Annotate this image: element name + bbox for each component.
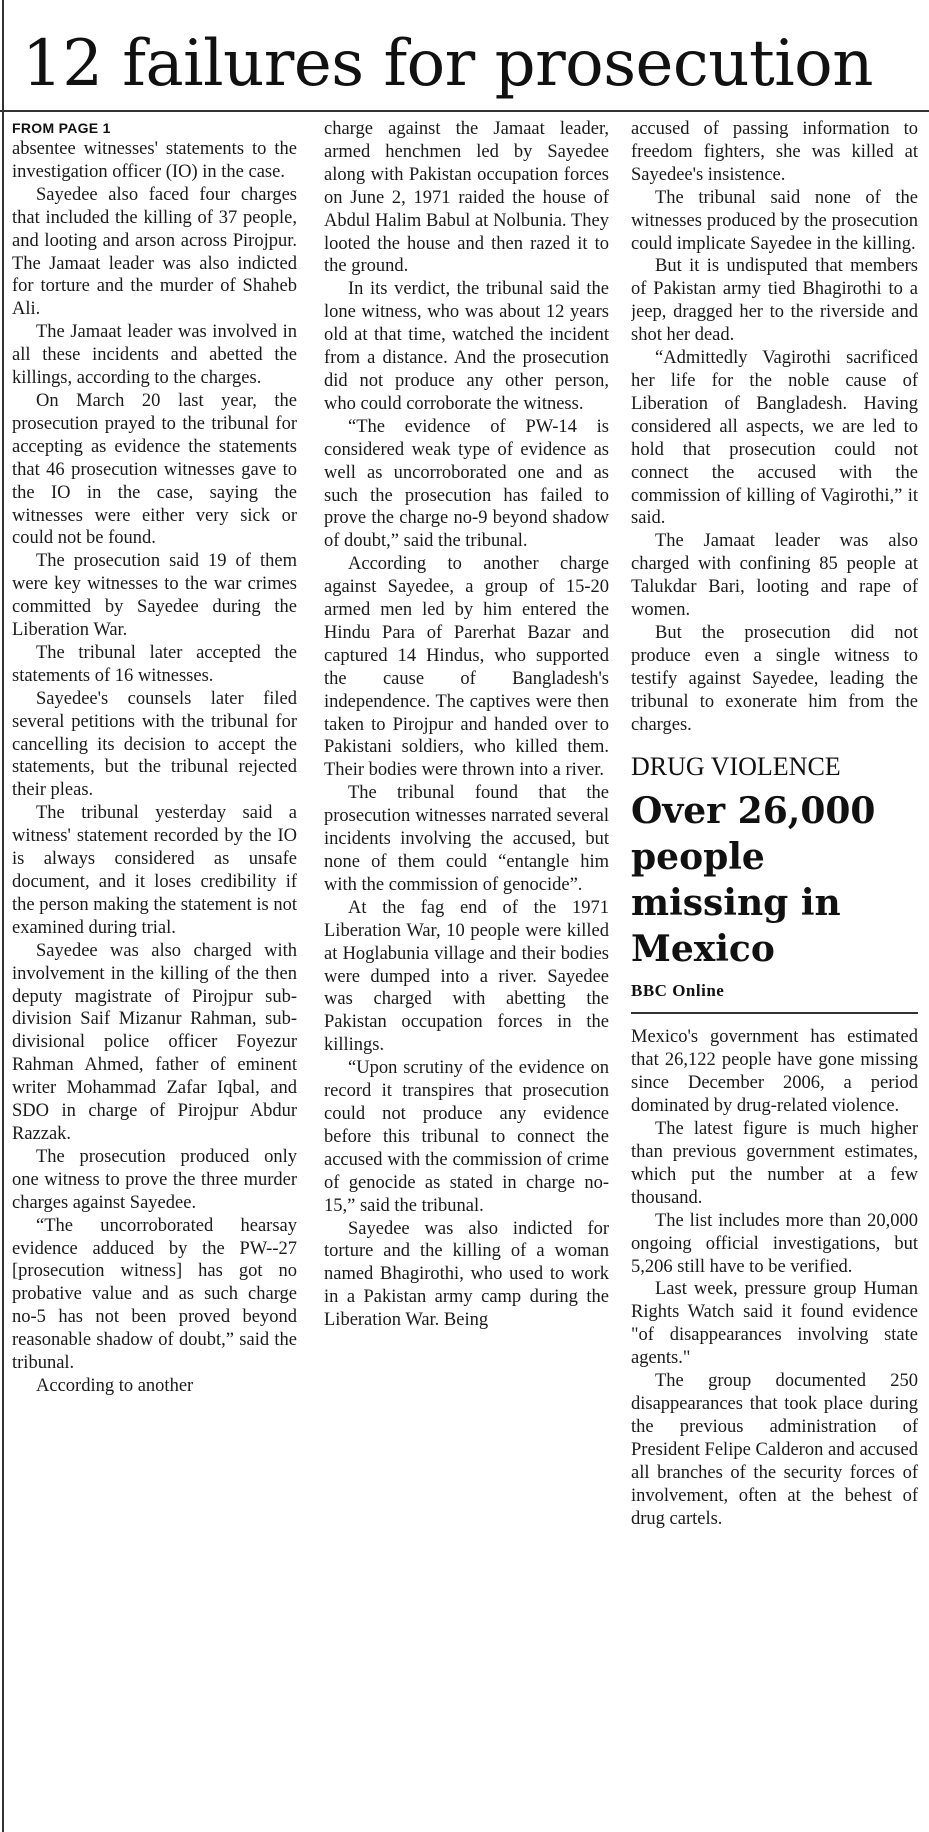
from-page-label: FROM PAGE 1 — [12, 120, 111, 136]
article-paragraph: According to another — [36, 1375, 194, 1396]
article-paragraph: According to another charge against Sayedee, a group of 15-20 armed men led by him entered the Hindu Para of Parerhat Bazar and captured 14 Hindus, who supported the cause of Bangladesh's independence. The captives were then taken to Pirojpur and handed over to Pakistani soldiers, who killed them. Their bodies were thrown into a river. — [324, 554, 609, 781]
left-column-rule — [2, 0, 4, 1832]
article-paragraph: The tribunal yesterday said a witness' statement recorded by the IO is always considered as unsafe document, and it loses credibility if the person making the statement is not examined during trial. — [12, 803, 297, 938]
article-paragraph: accused of passing information to freedom fighters, she was killed at Sayedee's insistence. — [631, 119, 918, 185]
article-paragraph: Sayedee also faced four charges that included the killing of 37 people, and looting and arson across Pirojpur. The Jamaat leader was also indicted for torture and the murder of Shaheb Ali. — [12, 184, 297, 320]
sidebar-paragraph: Mexico's government has estimated that 26,122 people have gone missing since December 2006, a period dominated by drug-related violence. — [631, 1027, 918, 1117]
article-paragraph: At the fag end of the 1971 Liberation War, 10 people were killed at Hoglabunia village and their bodies were dumped into a river. Sayedee was charged with abetting the Pakistan occupation forces in the killings. — [324, 897, 609, 1056]
article-paragraph: Sayedee's counsels later filed several petitions with the tribunal for cancelling its decision to accept the statements, but the tribunal rejected their pleas. — [12, 688, 297, 801]
article-paragraph: “Upon scrutiny of the evidence on record it transpires that prosecution could not produce any evidence before this tribunal to connect the accused with the commission of crime of genocide as stated in charge no-15,” said the tribunal. — [324, 1058, 609, 1216]
article-paragraph: The Jamaat leader was also charged with confining 85 people at Talukdar Bari, looting and rape of women. — [631, 531, 918, 621]
article-column-2 — [324, 118, 609, 1828]
sidebar-kicker: DRUG VIOLENCE — [631, 752, 841, 782]
sidebar-paragraph: The list includes more than 20,000 ongoing official investigations, but 5,206 still have to be verified. — [631, 1210, 918, 1277]
sidebar-headline: Over 26,000 people missing in Mexico — [631, 790, 876, 971]
article-paragraph: But the prosecution did not produce even a single witness to testify against Sayedee, leading the tribunal to exonerate him from the charges. — [631, 622, 918, 735]
article-paragraph: In its verdict, the tribunal said the lone witness, who was about 12 years old at that time, watched the incident from a distance. And the prosecution did not produce any other person, who could corroborate the witness. — [324, 279, 609, 414]
article-paragraph: Sayedee was also indicted for torture and the killing of a woman named Bhagirothi, who used to work in a Pakistan army camp during the Liberation War. Being — [324, 1218, 609, 1331]
sidebar-story — [631, 752, 918, 1530]
sidebar-paragraph: Last week, pressure group Human Rights Watch said it found evidence "of disappearances involving state agents." — [631, 1279, 918, 1369]
article-paragraph: The Jamaat leader was involved in all these incidents and abetted the killings, according to the charges. — [12, 322, 297, 389]
headline-rule — [0, 110, 929, 112]
sidebar-paragraph: The group documented 250 disappearances that took place during the previous administration of President Felipe Calderon and accused all branches of the security forces of involvement, often at the behest of drug cartels. — [631, 1371, 918, 1529]
article-paragraph: On March 20 last year, the prosecution prayed to the tribunal for accepting as evidence the statements that 46 prosecution witnesses gave to the IO in the case, saying the witnesses were either very sick or could not be found. — [12, 390, 297, 549]
article-paragraph: “The evidence of PW-14 is considered weak type of evidence as well as uncorroborated one and as such the prosecution has failed to prove the charge no-9 beyond shadow of doubt,” said the tribunal. — [324, 416, 609, 552]
page-headline: 12 failures for prosecution — [22, 27, 873, 101]
article-paragraph: “The uncorroborated hearsay evidence adduced by the PW--27 [prosecution witness] has got no probative value and as such charge no-5 has not been proved beyond reasonable shadow of doubt,” said the tribunal. — [12, 1215, 297, 1374]
sidebar-rule — [631, 1012, 918, 1014]
article-paragraph: The tribunal said none of the witnesses produced by the prosecution could implicate Sayedee in the killing. — [631, 187, 918, 254]
article-paragraph: “Admittedly Vagirothi sacrificed her life for the noble cause of Liberation of Bangladesh. Having considered all aspects, we are led to hold that prosecution could not connect the accused with the commission of killing of Vagirothi,” it said. — [631, 348, 918, 529]
article-column-3 — [631, 118, 918, 1828]
article-paragraph: The prosecution said 19 of them were key witnesses to the war crimes committed by Sayedee during the Liberation War. — [12, 551, 297, 641]
article-paragraph: Sayedee was also charged with involvement in the killing of the then deputy magistrate of Pirojpur sub-division Saif Mizanur Rahman, sub-divisional police officer Foyezur Rahman Ahmed, father of eminent writer Mohammad Zafar Iqbal, and SDO in charge of Pirojpur Abdur Razzak. — [12, 940, 297, 1144]
article-column-1 — [12, 118, 297, 1828]
article-paragraph: The prosecution produced only one witness to prove the three murder charges against Sayedee. — [12, 1146, 297, 1213]
article-paragraph: charge against the Jamaat leader, armed henchmen led by Sayedee along with Pakistan occupation forces on June 2, 1971 raided the house of Abdul Halim Babul at Nolbunia. They looted the house and then razed it to the ground. — [324, 119, 609, 277]
article-paragraph: The tribunal found that the prosecution witnesses narrated several incidents involving the accused, but none of them could “entangle him with the commission of genocide”. — [324, 783, 609, 895]
article-paragraph: absentee witnesses' statements to the investigation officer (IO) in the case. — [12, 139, 297, 182]
sidebar-byline: BBC Online — [631, 981, 725, 1001]
article-paragraph: The tribunal later accepted the statements of 16 witnesses. — [12, 642, 297, 686]
sidebar-paragraph: The latest figure is much higher than previous government estimates, which put the number at a few thousand. — [631, 1119, 918, 1208]
article-paragraph: But it is undisputed that members of Pakistan army tied Bhagirothi to a jeep, dragged her to the riverside and shot her dead. — [631, 256, 918, 346]
